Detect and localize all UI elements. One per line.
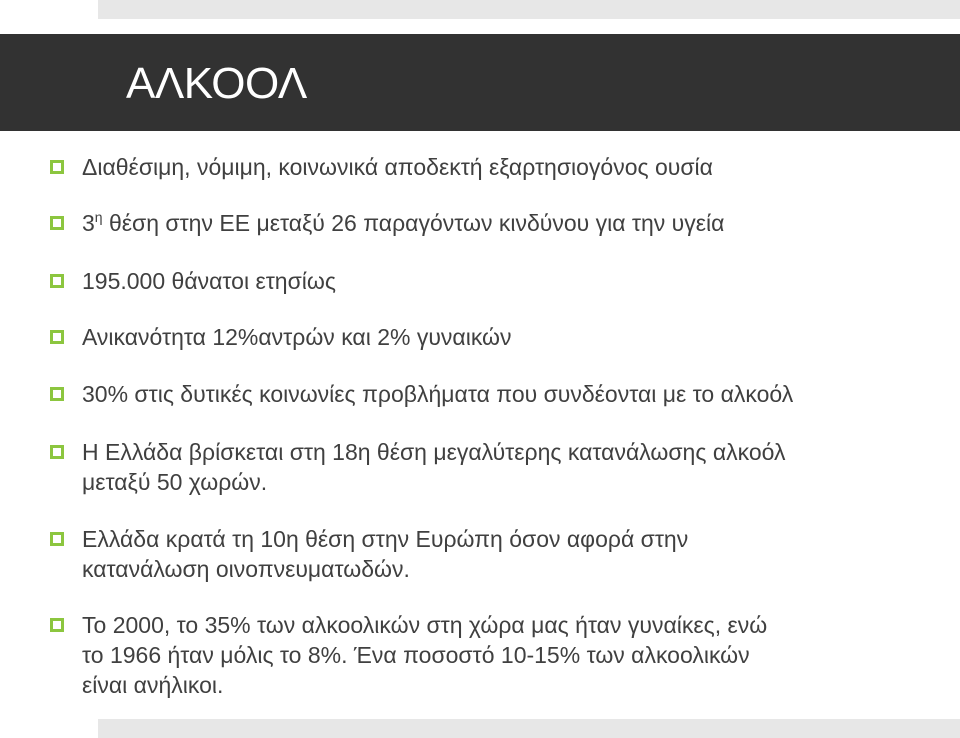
bottom-accent-strip — [98, 719, 960, 738]
square-bullet-icon — [50, 330, 64, 344]
rank-number: 3 — [82, 210, 95, 236]
square-bullet-icon — [50, 618, 64, 632]
bullet-text: Η Ελλάδα βρίσκεται στη 18η θέση μεγαλύτερης κατανάλωσης αλκοόλ μεταξύ 50 χωρών. — [82, 439, 786, 495]
bullet-text: Διαθέσιμη, νόμιμη, κοινωνικά αποδεκτή εξαρτησιογόνος ουσία — [82, 154, 713, 180]
square-bullet-icon — [50, 160, 64, 174]
square-bullet-icon — [50, 216, 64, 230]
bullet-text: 30% στις δυτικές κοινωνίες προβλήματα που συνδέονται με το αλκοόλ — [82, 381, 794, 407]
slide-title: ΑΛΚΟΟΛ — [126, 59, 307, 108]
bullet-text — [82, 208, 922, 238]
square-bullet-icon — [50, 387, 64, 401]
bullet-text: 195.000 θάνατοι ετησίως — [82, 268, 336, 294]
ordinal-superscript: η — [94, 209, 103, 225]
bullet-text: Ανικανότητα 12%αντρών και 2% γυναικών — [82, 324, 512, 350]
square-bullet-icon — [50, 532, 64, 546]
bullet-text: Το 2000, το 35% των αλκοολικών στη χώρα μας ήταν γυναίκες, ενώ το 1966 ήταν μόλις το 8%. Ένα ποσοστό 10-15% των αλκοολικών είναι ανήλικοι. — [82, 612, 768, 698]
bullet-text: Ελλάδα κρατά τη 10η θέση στην Ευρώπη όσον αφορά στην κατανάλωση οινοπνευματωδών. — [82, 526, 689, 582]
rank-text: θέση στην ΕΕ μεταξύ 26 παραγόντων κινδύνου για την υγεία — [102, 210, 725, 236]
square-bullet-icon — [50, 445, 64, 459]
square-bullet-icon — [50, 274, 64, 288]
